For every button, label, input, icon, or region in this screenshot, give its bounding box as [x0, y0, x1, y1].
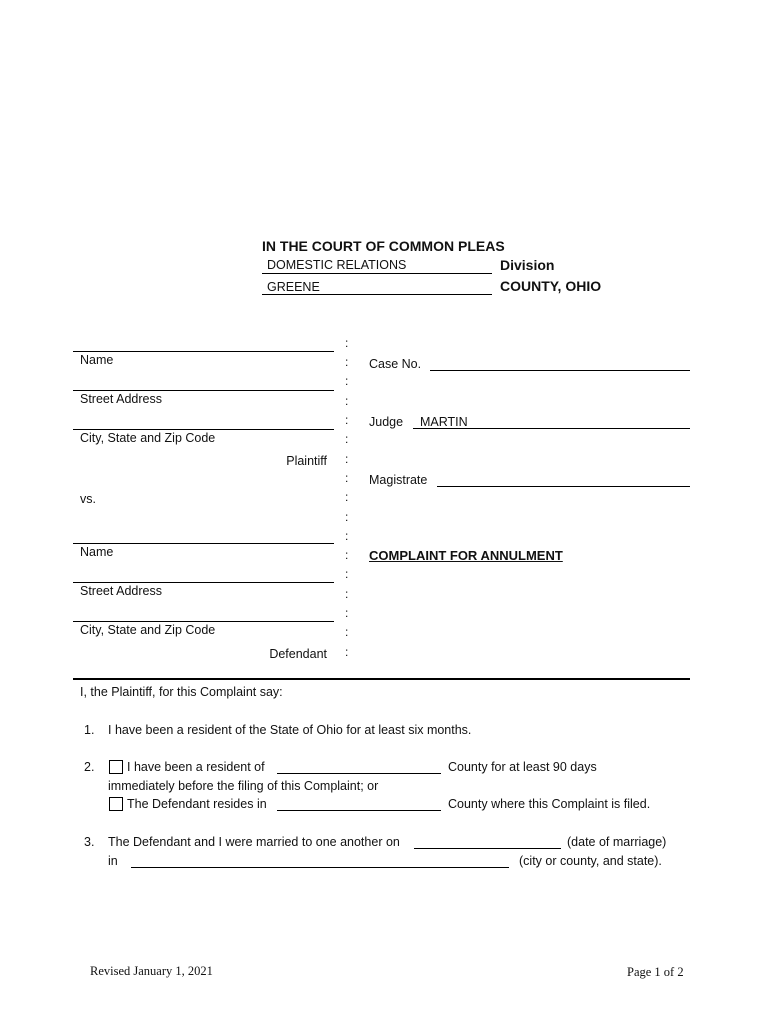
marriage-date-field[interactable]	[414, 848, 561, 849]
case-no-label: Case No.	[369, 357, 422, 371]
colon-divider: :	[345, 529, 349, 543]
judge-value[interactable]: MARTIN	[420, 415, 468, 429]
colon-divider: :	[345, 567, 349, 581]
division-value[interactable]: DOMESTIC RELATIONS	[267, 258, 407, 272]
colon-divider: :	[345, 510, 349, 524]
defendant-role-label: Defendant	[269, 647, 327, 661]
magistrate-field[interactable]	[437, 486, 690, 487]
intro-text: I, the Plaintiff, for this Complaint say:	[80, 685, 283, 699]
item2-option1-text: I have been a resident of	[127, 760, 265, 774]
defendant-street-label: Street Address	[80, 584, 162, 598]
colon-divider: :	[345, 432, 349, 446]
county-label: COUNTY, OHIO	[500, 278, 602, 294]
county-value[interactable]: GREENE	[267, 280, 320, 294]
colon-divider: :	[345, 374, 349, 388]
item-number: 3.	[84, 835, 95, 849]
item-number: 2.	[84, 760, 95, 774]
item-number: 1.	[84, 723, 95, 737]
colon-divider: :	[345, 452, 349, 466]
item3-place-suffix: (city or county, and state).	[519, 854, 662, 868]
defendant-city-label: City, State and Zip Code	[80, 623, 216, 637]
resident-checkbox[interactable]	[109, 760, 123, 774]
item2-option2-text: The Defendant resides in	[127, 797, 267, 811]
judge-field[interactable]	[413, 428, 690, 429]
resident-county-field[interactable]	[277, 773, 441, 774]
plaintiff-city-field[interactable]	[73, 429, 334, 430]
plaintiff-role-label: Plaintiff	[286, 454, 327, 468]
colon-divider: :	[345, 336, 349, 350]
case-no-field[interactable]	[430, 370, 690, 371]
marriage-place-field[interactable]	[131, 867, 509, 868]
item3-in-label: in	[108, 854, 118, 868]
plaintiff-street-label: Street Address	[80, 392, 162, 406]
division-underline	[262, 273, 492, 274]
magistrate-label: Magistrate	[369, 473, 428, 487]
colon-divider: :	[345, 548, 349, 562]
defendant-name-field[interactable]	[73, 543, 334, 544]
complaint-title: COMPLAINT FOR ANNULMENT	[369, 548, 563, 563]
colon-divider: :	[345, 606, 349, 620]
court-title: IN THE COURT OF COMMON PLEAS	[262, 238, 505, 254]
plaintiff-name-field[interactable]	[73, 351, 334, 352]
colon-divider: :	[345, 355, 349, 369]
plaintiff-street-field[interactable]	[73, 390, 334, 391]
item2-option1-suffix: County for at least 90 days	[448, 760, 597, 774]
plaintiff-city-label: City, State and Zip Code	[80, 431, 216, 445]
division-label: Division	[500, 257, 555, 273]
colon-divider: :	[345, 645, 349, 659]
defendant-resides-checkbox[interactable]	[109, 797, 123, 811]
revised-date: Revised January 1, 2021	[90, 964, 213, 978]
colon-divider: :	[345, 394, 349, 408]
item2-option2-suffix: County where this Complaint is filed.	[448, 797, 651, 811]
defendant-city-field[interactable]	[73, 621, 334, 622]
colon-divider: :	[345, 625, 349, 639]
item3-text: The Defendant and I were married to one another on	[108, 835, 400, 849]
defendant-county-field[interactable]	[277, 810, 441, 811]
plaintiff-name-label: Name	[80, 353, 114, 367]
item3-date-suffix: (date of marriage)	[567, 835, 667, 849]
defendant-street-field[interactable]	[73, 582, 334, 583]
page-number: Page 1 of 2	[627, 965, 684, 979]
county-underline	[262, 294, 492, 295]
colon-divider: :	[345, 490, 349, 504]
judge-label: Judge	[369, 415, 404, 429]
section-divider	[73, 678, 690, 680]
colon-divider: :	[345, 587, 349, 601]
defendant-name-label: Name	[80, 545, 114, 559]
vs-label: vs.	[80, 492, 96, 506]
colon-divider: :	[345, 413, 349, 427]
item1-text: I have been a resident of the State of Ohio for at least six months.	[108, 723, 472, 737]
colon-divider: :	[345, 471, 349, 485]
item2-continuation: immediately before the filing of this Complaint; or	[108, 779, 379, 793]
